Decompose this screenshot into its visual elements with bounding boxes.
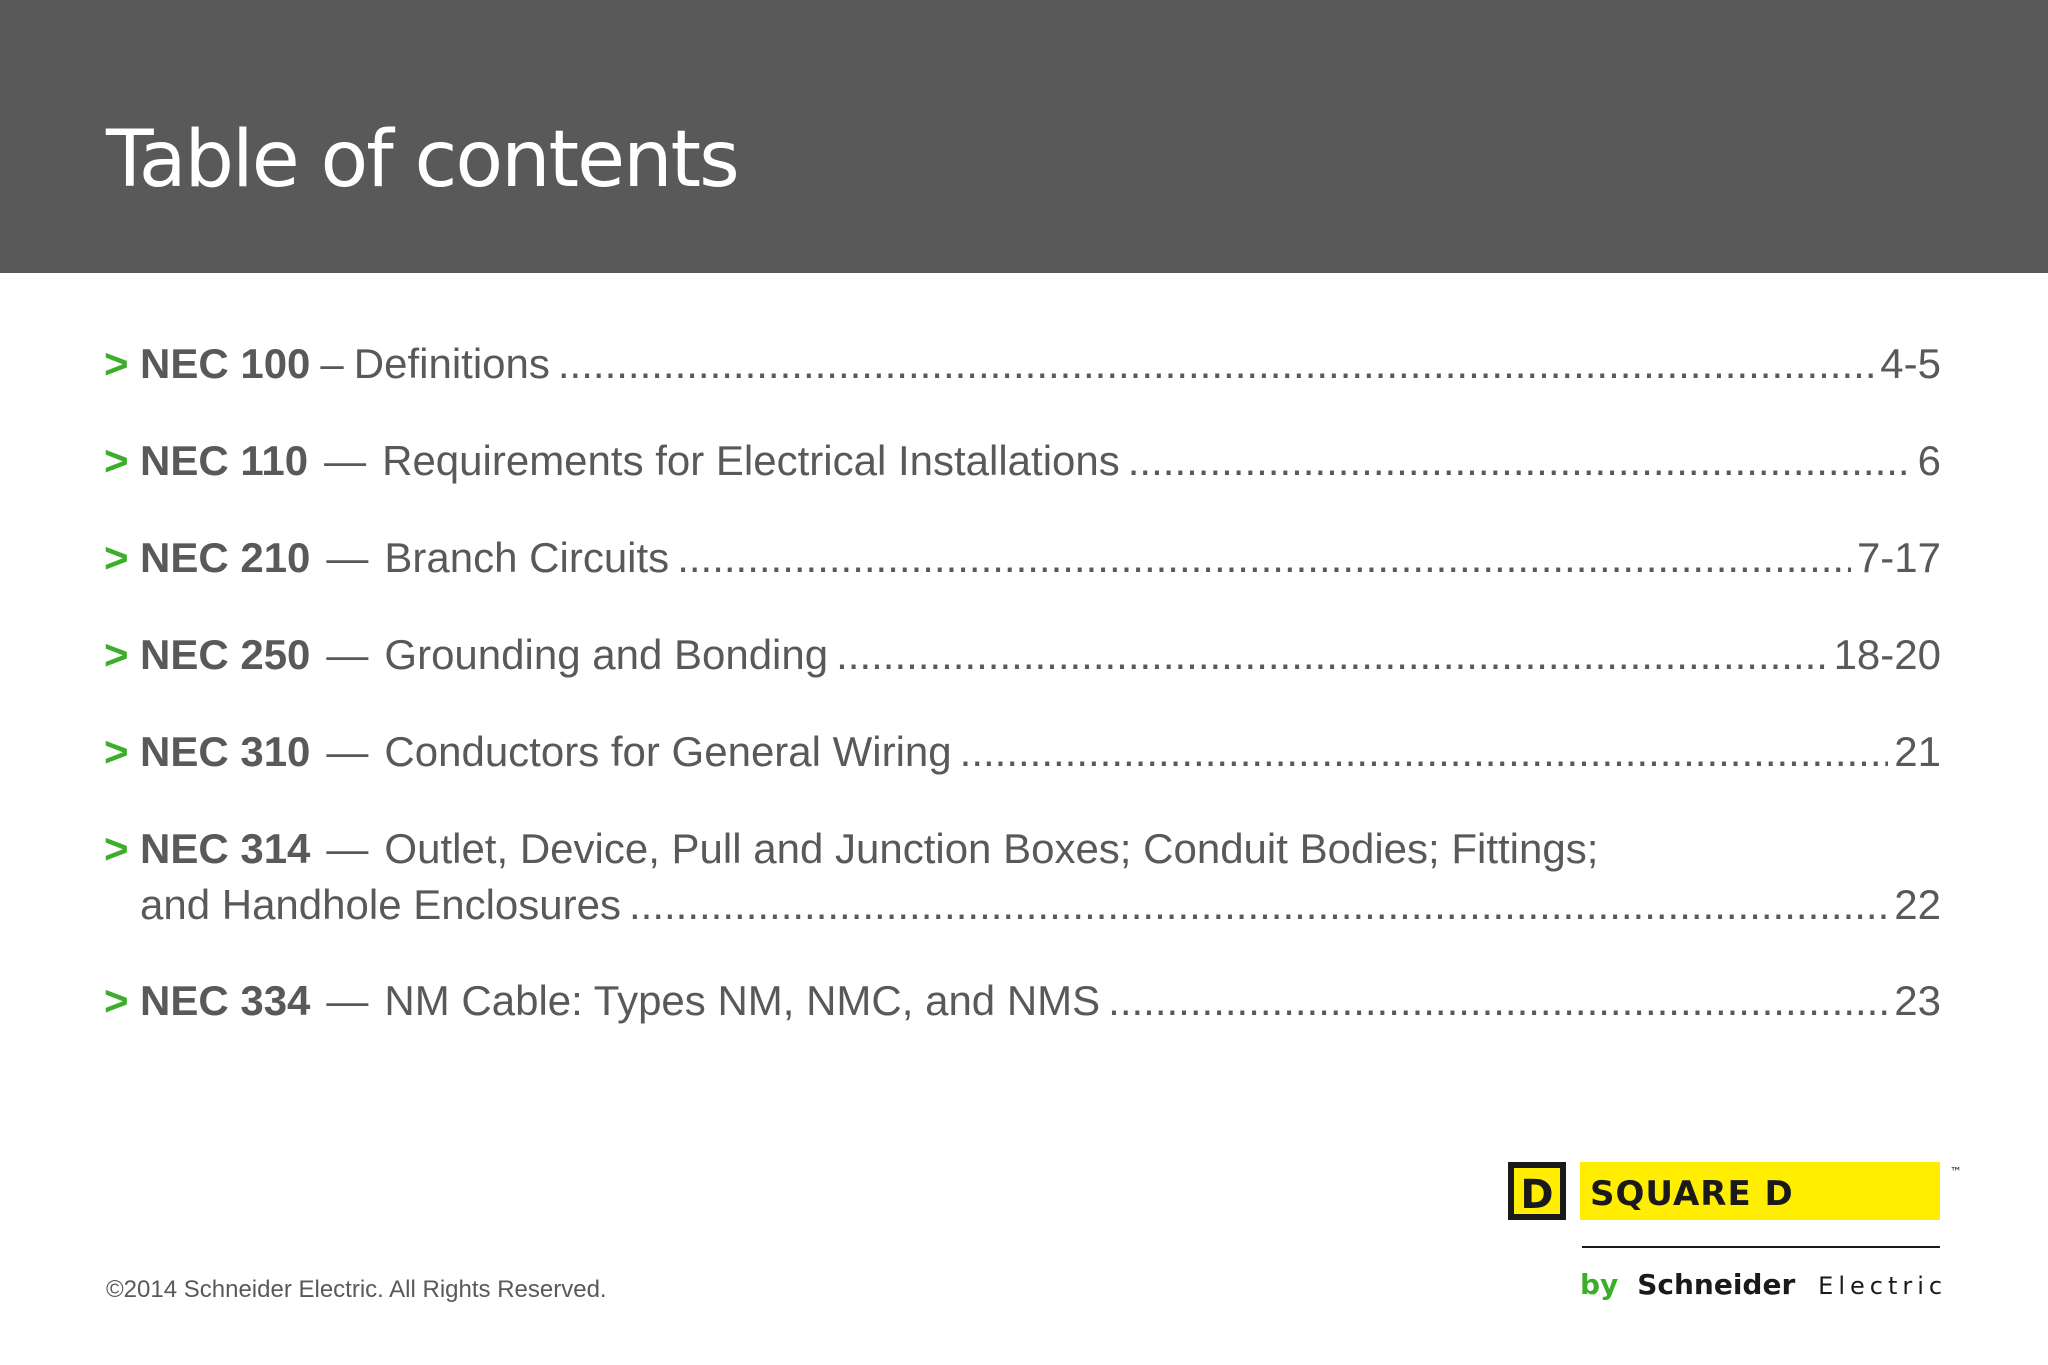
chevron-icon: > <box>104 631 129 678</box>
dot-leader <box>677 530 1851 586</box>
entry-code: NEC 310 <box>140 728 311 775</box>
toc-entry[interactable] <box>104 821 1941 933</box>
toc-entry[interactable] <box>104 336 1941 392</box>
entry-code: NEC 110 <box>140 437 309 484</box>
entry-separator: — <box>326 977 369 1024</box>
dot-leader <box>1108 973 1888 1029</box>
logo-byline-suffix: Electric <box>1818 1272 1948 1300</box>
dot-leader <box>1128 433 1912 489</box>
logo-byline <box>1580 1268 1947 1301</box>
logo-divider <box>1582 1246 1940 1248</box>
page-number: 4-5 <box>1880 340 1941 387</box>
toc-entry[interactable] <box>104 724 1941 780</box>
entry-code: NEC 100 <box>140 340 311 387</box>
chevron-icon: > <box>104 825 129 872</box>
page-title: Table of contents <box>106 115 738 205</box>
dot-leader <box>629 877 1888 933</box>
entry-title: Outlet, Device, Pull and Junction Boxes; Conduit Bodies; Fittings; <box>384 825 1599 872</box>
toc-entry[interactable] <box>104 530 1941 586</box>
page-number: 6 <box>1917 437 1941 484</box>
entry-code: NEC 314 <box>140 825 311 872</box>
entry-title: Definitions <box>353 340 550 387</box>
page-number: 21 <box>1894 728 1941 775</box>
entry-code: NEC 334 <box>140 977 311 1024</box>
dot-leader <box>836 627 1827 683</box>
entry-separator: – <box>320 340 344 387</box>
page-number: 18-20 <box>1833 631 1941 678</box>
chevron-icon: > <box>104 977 129 1024</box>
chevron-icon: > <box>104 437 129 484</box>
chevron-icon: > <box>104 534 129 581</box>
entry-title: Requirements for Electrical Installations <box>382 437 1120 484</box>
square-d-logo <box>1508 1158 1968 1308</box>
toc-entry[interactable] <box>104 627 1941 683</box>
entry-separator: — <box>326 631 369 678</box>
logo-byline-prefix: by <box>1580 1268 1619 1301</box>
dot-leader <box>558 336 1874 392</box>
entry-title: Branch Circuits <box>384 534 670 581</box>
entry-separator: — <box>324 437 367 484</box>
page-number: 22 <box>1894 881 1941 928</box>
logo-brand-text: SQUARE D <box>1590 1174 1794 1214</box>
page-number: 7-17 <box>1856 534 1941 581</box>
chevron-icon: > <box>104 340 129 387</box>
entry-title: NM Cable: Types NM, NMC, and NMS <box>384 977 1101 1024</box>
dot-leader <box>960 724 1889 780</box>
toc-entry[interactable] <box>104 973 1941 1029</box>
entry-separator: — <box>326 534 369 581</box>
logo-trademark: ™ <box>1950 1165 1962 1179</box>
entry-separator: — <box>326 825 369 872</box>
entry-code: NEC 210 <box>140 534 311 581</box>
toc-entry[interactable] <box>104 433 1941 489</box>
logo-byline-company: Schneider <box>1637 1268 1796 1301</box>
entry-code: NEC 250 <box>140 631 311 678</box>
entry-title: Grounding and Bonding <box>384 631 829 678</box>
logo-mark-letter: D <box>1520 1172 1554 1218</box>
entry-title: Conductors for General Wiring <box>384 728 952 775</box>
page-number: 23 <box>1894 977 1941 1024</box>
chevron-icon: > <box>104 728 129 775</box>
entry-separator: — <box>326 728 369 775</box>
header-band <box>0 0 2048 273</box>
copyright-notice: ©2014 Schneider Electric. All Rights Reserved. <box>106 1276 607 1303</box>
entry-title-continued: and Handhole Enclosures <box>140 881 621 928</box>
